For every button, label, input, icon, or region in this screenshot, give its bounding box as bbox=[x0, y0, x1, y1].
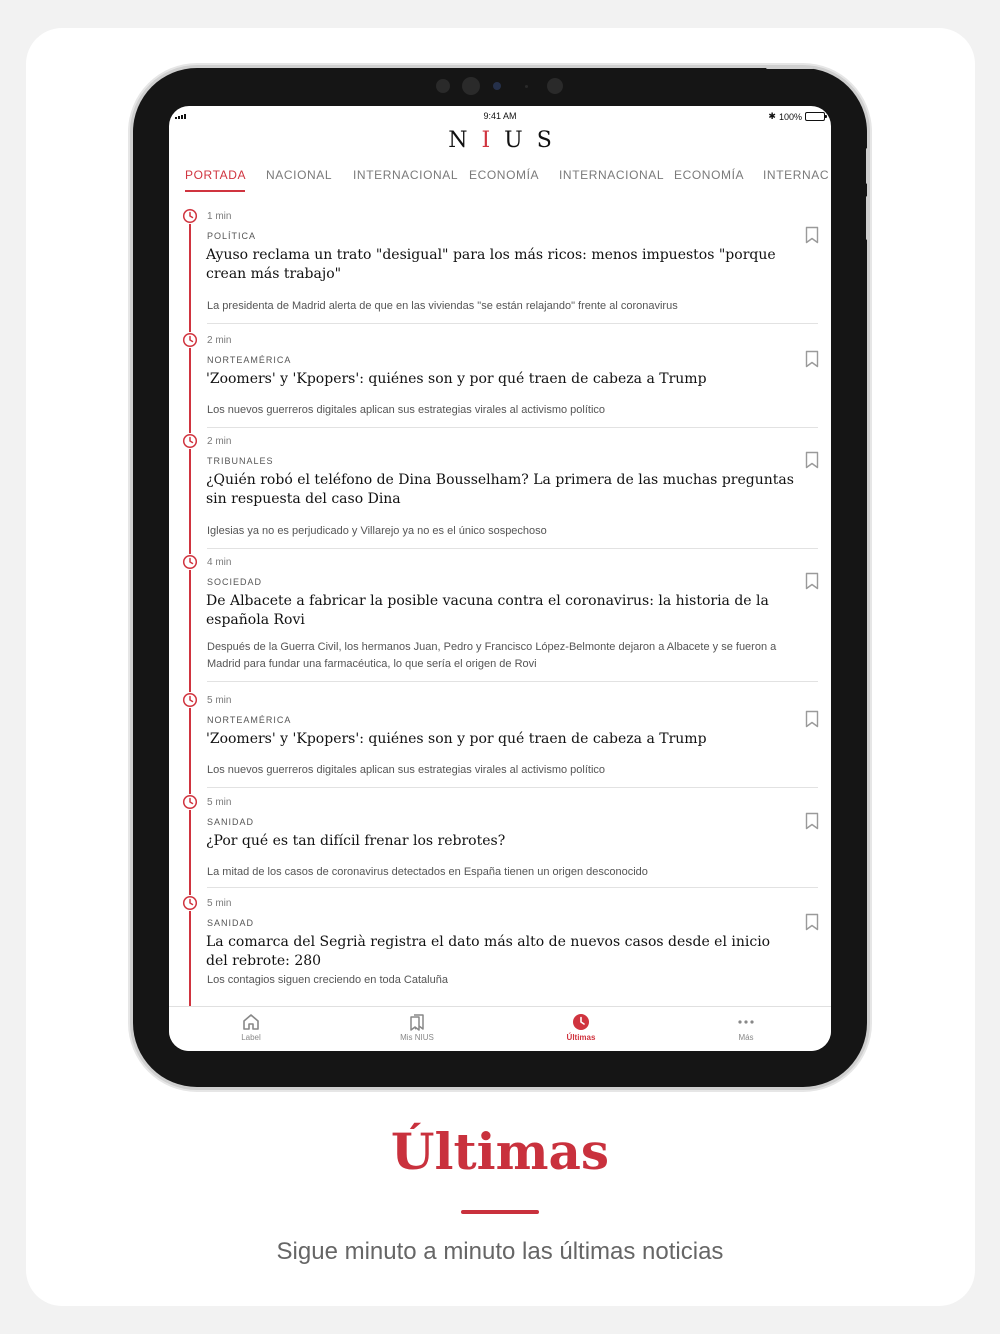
news-category: TRIBUNALES bbox=[207, 456, 274, 466]
news-summary: La mitad de los casos de coronavirus detectados en España tienen un origen desconocido bbox=[207, 866, 648, 878]
news-summary: Después de la Guerra Civil, los hermanos Juan, Pedro y Francisco López-Belmonte dejaron a Albacete y se fueron a Madrid para fundar una farmacéutica, lo que sería el origen de Rovi bbox=[207, 641, 777, 670]
news-summary: Los contagios siguen creciendo en toda Cataluña bbox=[207, 974, 448, 986]
tab-internacional[interactable]: INTERNACIONAL bbox=[353, 168, 459, 182]
timeline-line bbox=[189, 208, 191, 1006]
tab-bar-mis-nius-text: Mis NIUS bbox=[400, 1033, 434, 1042]
news-title[interactable]: 'Zoomers' y 'Kpopers': quiénes son y por qué traen de cabeza a Trump bbox=[206, 731, 707, 747]
news-time: 1 min bbox=[207, 211, 232, 222]
tab-nacional[interactable]: NACIONAL bbox=[266, 168, 333, 182]
divider bbox=[207, 548, 818, 549]
bookmark-icon[interactable] bbox=[805, 710, 819, 728]
divider bbox=[207, 323, 818, 324]
bookmarks-icon bbox=[407, 1013, 427, 1031]
battery-icon bbox=[805, 112, 825, 121]
brand-letter: U bbox=[504, 128, 537, 153]
tab-economia[interactable]: ECONOMÍA bbox=[469, 168, 540, 182]
bookmark-icon[interactable] bbox=[805, 913, 819, 931]
app-screen bbox=[169, 106, 831, 1051]
tab-bar-mas[interactable] bbox=[701, 1013, 791, 1042]
brand-letter-accent: I bbox=[481, 128, 505, 153]
news-category: SOCIEDAD bbox=[207, 577, 263, 587]
news-summary: Los nuevos guerreros digitales aplican sus estrategias virales al activismo político bbox=[207, 764, 606, 776]
bookmark-icon[interactable] bbox=[805, 350, 819, 368]
tab-portada[interactable]: PORTADA bbox=[185, 168, 247, 182]
promo-subtitle: Sigue minuto a minuto las últimas noticias bbox=[276, 1238, 724, 1265]
clock-icon bbox=[182, 332, 198, 348]
bookmark-icon[interactable] bbox=[805, 572, 819, 590]
battery-percent: 100% bbox=[778, 111, 802, 122]
news-category: POLÍTICA bbox=[207, 231, 257, 241]
home-icon bbox=[241, 1013, 261, 1031]
news-title[interactable]: ¿Quién robó el teléfono de Dina Bousselham? La primera de las muchas preguntas sin respuesta del caso Dina bbox=[206, 472, 794, 507]
tab-bar-label-text: Label bbox=[241, 1033, 261, 1042]
tab-bar-ultimas-text: Últimas bbox=[566, 1033, 596, 1042]
news-category: NORTEAMÉRICA bbox=[207, 715, 292, 725]
bookmark-icon[interactable] bbox=[805, 812, 819, 830]
news-time: 2 min bbox=[207, 436, 232, 447]
volume-up-button bbox=[866, 148, 869, 184]
news-title[interactable]: La comarca del Segrià registra el dato más alto de nuevos casos desde el inicio del rebrote: 280 bbox=[206, 934, 771, 969]
news-time: 2 min bbox=[207, 335, 232, 346]
status-time: 9:41 AM bbox=[483, 111, 517, 121]
news-category: SANIDAD bbox=[207, 918, 255, 928]
news-time: 4 min bbox=[207, 557, 232, 568]
clock-icon bbox=[182, 554, 198, 570]
tab-internacional-3[interactable]: INTERNAC bbox=[763, 168, 830, 182]
brand-letter: N bbox=[448, 128, 482, 153]
tab-internacional-2[interactable]: INTERNACIONAL bbox=[559, 168, 665, 182]
bluetooth-icon: ✱ bbox=[768, 111, 776, 121]
news-title[interactable]: De Albacete a fabricar la posible vacuna contra el coronavirus: la historia de la española Rovi bbox=[206, 593, 769, 628]
news-title[interactable]: ¿Por qué es tan difícil frenar los rebrotes? bbox=[206, 833, 506, 849]
brand-logo[interactable] bbox=[169, 128, 831, 153]
news-summary: La presidenta de Madrid alerta de que en las viviendas "se están relajando" frente al coronavirus bbox=[207, 300, 678, 312]
tab-bar-mas-text: Más bbox=[738, 1033, 754, 1042]
camera-lens bbox=[493, 82, 501, 90]
clock-icon bbox=[182, 208, 198, 224]
tab-bar-ultimas[interactable] bbox=[536, 1013, 626, 1042]
news-time: 5 min bbox=[207, 797, 232, 808]
news-feed[interactable] bbox=[169, 202, 831, 1006]
tab-economia-2[interactable]: ECONOMÍA bbox=[674, 168, 745, 182]
bottom-tab-bar bbox=[169, 1006, 831, 1051]
promo-title: Últimas bbox=[390, 1122, 610, 1181]
brand-letter: S bbox=[536, 128, 566, 153]
more-icon bbox=[736, 1013, 756, 1031]
front-camera bbox=[462, 77, 480, 95]
news-title[interactable]: 'Zoomers' y 'Kpopers': quiénes son y por qué traen de cabeza a Trump bbox=[206, 371, 707, 387]
news-category: NORTEAMÉRICA bbox=[207, 355, 292, 365]
divider bbox=[207, 681, 818, 682]
status-bar bbox=[169, 106, 831, 126]
clock-icon bbox=[182, 794, 198, 810]
bookmark-icon[interactable] bbox=[805, 451, 819, 469]
news-category: SANIDAD bbox=[207, 817, 255, 827]
news-title[interactable]: Ayuso reclama un trato "desigual" para los más ricos: menos impuestos "porque crean más trabajo" bbox=[206, 247, 776, 282]
power-button bbox=[766, 66, 814, 69]
news-time: 5 min bbox=[207, 695, 232, 706]
sensor-dot bbox=[525, 85, 528, 88]
news-summary: Iglesias ya no es perjudicado y Villarejo ya no es el único sospechoso bbox=[207, 525, 547, 537]
sensor-dot bbox=[547, 78, 563, 94]
tab-bar-label[interactable] bbox=[206, 1013, 296, 1042]
clock-icon bbox=[182, 433, 198, 449]
promo-divider bbox=[461, 1210, 539, 1214]
clock-icon bbox=[571, 1013, 591, 1031]
battery-status bbox=[768, 111, 825, 122]
news-summary: Los nuevos guerreros digitales aplican sus estrategias virales al activismo político bbox=[207, 404, 606, 416]
news-time: 5 min bbox=[207, 898, 232, 909]
divider bbox=[207, 427, 818, 428]
clock-icon bbox=[182, 895, 198, 911]
volume-down-button bbox=[866, 196, 869, 240]
divider bbox=[207, 887, 818, 888]
active-tab-indicator bbox=[185, 190, 245, 192]
clock-icon bbox=[182, 692, 198, 708]
sensor-dot bbox=[436, 79, 450, 93]
section-tabs bbox=[169, 168, 831, 198]
bookmark-icon[interactable] bbox=[805, 226, 819, 244]
tab-bar-mis-nius[interactable] bbox=[372, 1013, 462, 1042]
divider bbox=[207, 787, 818, 788]
